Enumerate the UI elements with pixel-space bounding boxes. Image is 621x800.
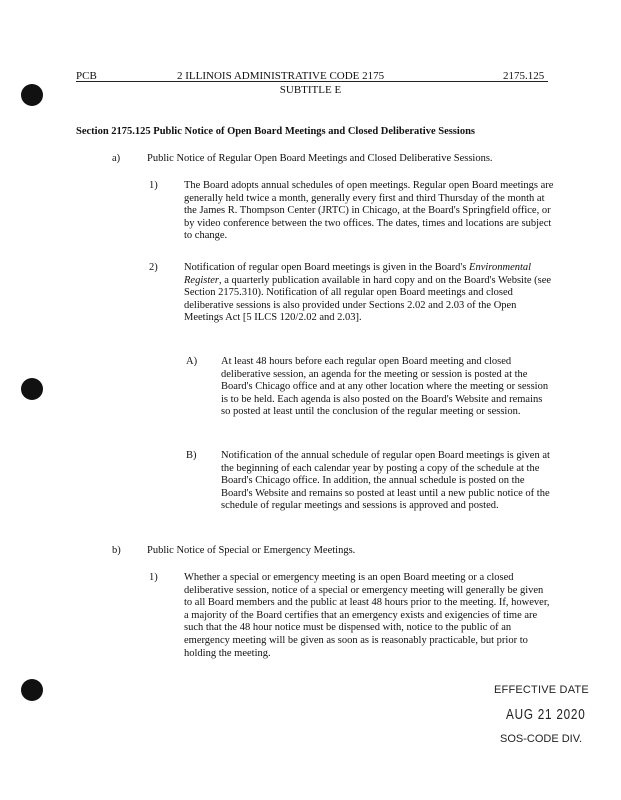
item-b1-text: Whether a special or emergency meeting is an open Board meeting or a closed deliberative session, notice of a special or emergency meeting will generally be given to all Board members and the public at least 48 hours prior to the meeting. If, however, a majority of the Board certifies that an emergency exists and exigencies of time are such that the 48 hour notice must be dispensed with, notice to the public of an emergency meeting will be given as soon as is reasonably practicable, but prior to holding the meeting. (184, 572, 550, 659)
header-subtitle: SUBTITLE E (279, 84, 342, 96)
item-a2-text-end: , a quarterly publication available in hard copy and on the Board's Website (see Section 2175.310). Notification of all regular open Board meetings and closed deliberative sessions is also provided under Sections 2.02 and 2.03 of the Open Meetings Act [5 ILCS 120/2.02 and 2.03]. (184, 274, 552, 324)
item-a2A-label: A) (186, 356, 198, 367)
punch-hole (21, 378, 43, 400)
item-a2-text (184, 262, 554, 325)
effective-date-stamp-office: SOS-CODE DIV. (500, 733, 583, 745)
item-a2-label: 2) (149, 262, 158, 273)
effective-date-stamp-label: EFFECTIVE DATE (494, 684, 589, 696)
item-a2A-text: At least 48 hours before each regular open Board meeting and closed deliberative session, an agenda for the meeting or session is posted at the Board's Chicago office and at any other location where the meeting or session is to be held. Each agenda is also posted on the Board's Website and remains so posted at least until the conclusion of the regular meeting or session. (221, 356, 549, 418)
subsection-b-heading: Public Notice of Special or Emergency Meetings. (147, 545, 356, 556)
header-rule (76, 81, 548, 82)
punch-hole (21, 679, 43, 701)
subsection-b-label: b) (112, 545, 121, 556)
effective-date-stamp-date: AUG 21 2020 (506, 706, 586, 723)
subsection-a-label: a) (112, 153, 121, 164)
header-code-title: 2 ILLINOIS ADMINISTRATIVE CODE 2175 (177, 70, 385, 82)
item-a2B-label: B) (186, 450, 197, 461)
item-a2-text-start: Notification of regular open Board meetings is given in the Board's (184, 262, 470, 273)
item-b1-label: 1) (149, 572, 158, 583)
section-title: Section 2175.125 Public Notice of Open Board Meetings and Closed Deliberative Sessions (76, 126, 475, 137)
item-a1-text: The Board adopts annual schedules of open meetings. Regular open Board meetings are generally held twice a month, generally every first and third Thursday of the month at the James R. Thompson Center (JRTC) in Chicago, at the Board's Springfield office, or by video conference between the two offices. The dates, times and locations are subject to change. (184, 180, 554, 242)
header-section-number: 2175.125 (503, 70, 545, 82)
environmental-register-title: Environmental Register (184, 262, 532, 286)
item-a2B-text: Notification of the annual schedule of regular open Board meetings is given at the beginning of each calendar year by posting a copy of the schedule at the Board's Chicago office. In addition, the annual schedule is posted on the Board's Website and remains so posted at least until a new public notice of the schedule of regular meetings and sessions is approved and posted. (221, 450, 550, 512)
header-agency: PCB (76, 70, 97, 82)
item-a1-label: 1) (149, 180, 158, 191)
subsection-a-heading: Public Notice of Regular Open Board Meetings and Closed Deliberative Sessions. (147, 153, 493, 164)
